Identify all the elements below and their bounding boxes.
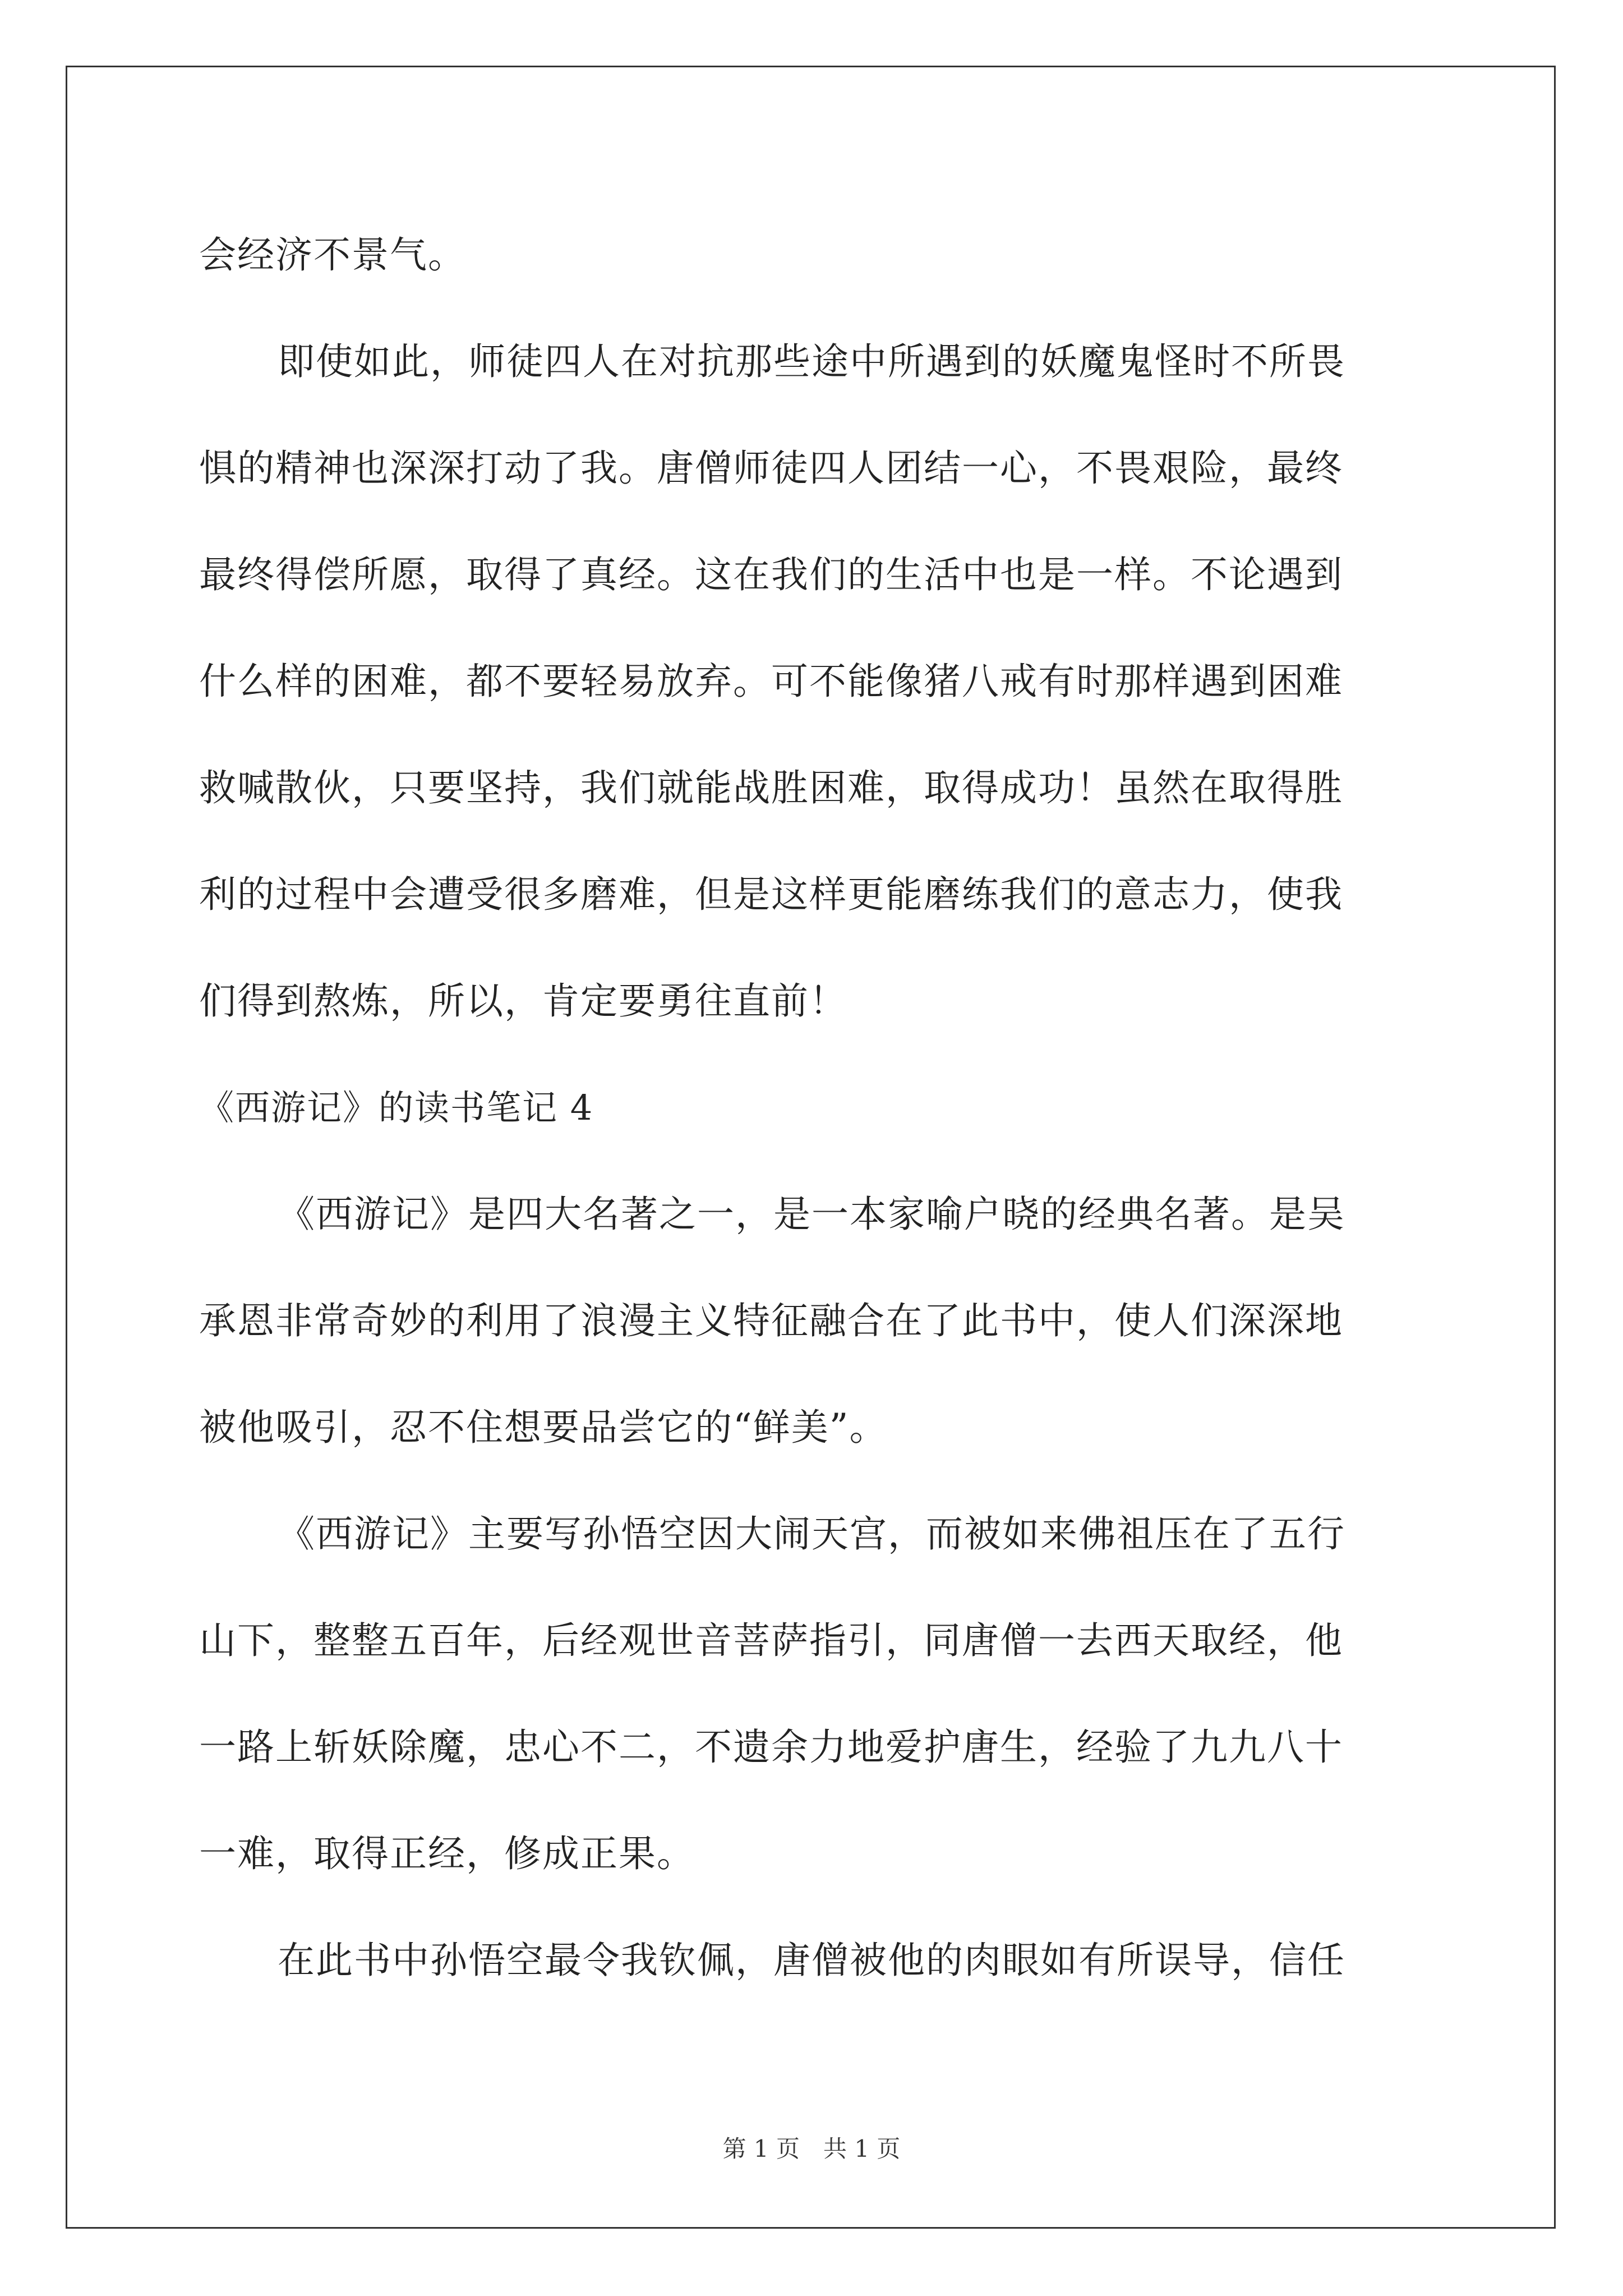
text-line-5: 什么样的困难，都不要轻易放弃。可不能像猪八戒有时那样遇到困难 xyxy=(199,660,1343,703)
text-line-13: 《西游记》主要写孙悟空因大闹天宫，而被如来佛祖压在了五行 xyxy=(278,1512,1345,1556)
text-line-2: 即使如此，师徒四人在对抗那些途中所遇到的妖魔鬼怪时不所畏 xyxy=(278,340,1345,383)
text-line-8: 们得到熬炼，所以，肯定要勇往直前！ xyxy=(199,979,847,1023)
text-line-1: 会经济不景气。 xyxy=(199,233,466,277)
text-line-6: 救喊散伙，只要坚持，我们就能战胜困难，取得成功！虽然在取得胜 xyxy=(199,766,1343,809)
text-line-14: 山下，整整五百年，后经观世音菩萨指引，同唐僧一去西天取经，他 xyxy=(199,1619,1343,1662)
text-line-16: 一难，取得正经，修成正果。 xyxy=(199,1832,695,1875)
text-line-10: 《西游记》是四大名著之一，是一本家喻户晓的经典名著。是吴 xyxy=(278,1193,1345,1236)
text-line-4: 最终得偿所愿，取得了真经。这在我们的生活中也是一样。不论遇到 xyxy=(199,553,1343,596)
page-footer: 第 1 页 共 1 页 xyxy=(722,2135,901,2162)
text-line-12: 被他吸引，忍不住想要品尝它的“鲜美”。 xyxy=(199,1406,888,1449)
document-body xyxy=(199,202,1422,2014)
text-line-17: 在此书中孙悟空最令我钦佩，唐僧被他的肉眼如有所误导，信任 xyxy=(278,1939,1345,1982)
text-line-15: 一路上斩妖除魔，忠心不二，不遗余力地爱护唐生，经验了九九八十 xyxy=(199,1726,1343,1769)
text-line-7: 利的过程中会遭受很多磨难，但是这样更能磨练我们的意志力，使我 xyxy=(199,873,1343,916)
section-heading: 《西游记》的读书笔记 4 xyxy=(199,1087,594,1128)
text-line-3: 惧的精神也深深打动了我。唐僧师徒四人团结一心，不畏艰险，最终 xyxy=(199,447,1343,490)
text-line-11: 承恩非常奇妙的利用了浪漫主义特征融合在了此书中，使人们深深地 xyxy=(199,1299,1343,1342)
